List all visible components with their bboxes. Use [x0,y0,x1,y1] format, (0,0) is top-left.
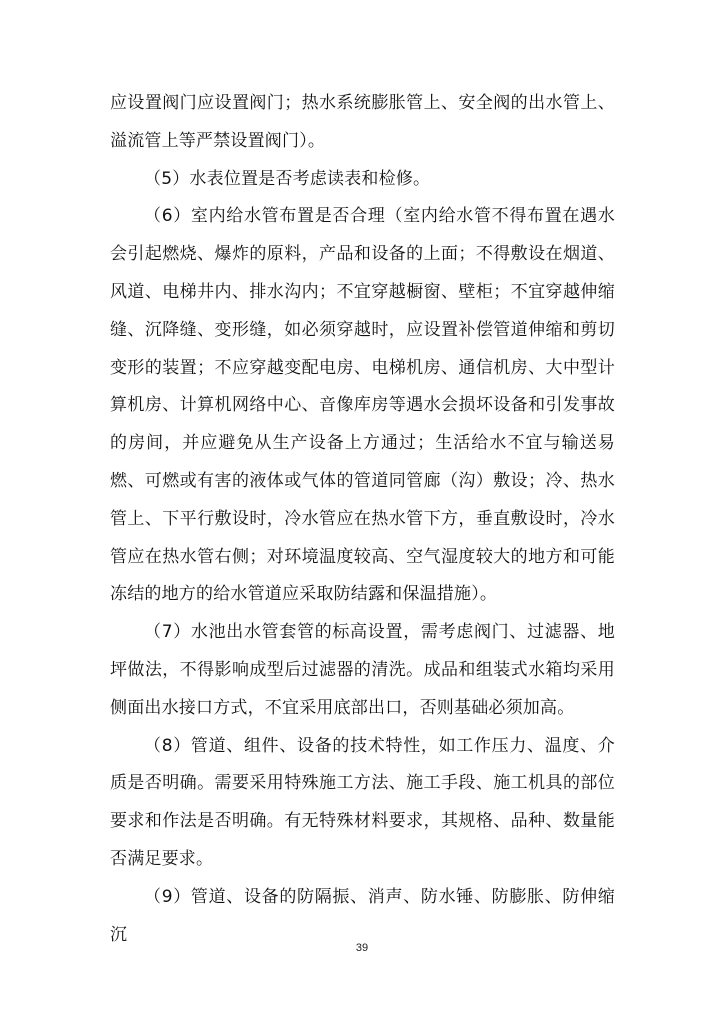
paragraph-item-9: （9）管道、设备的防隔振、消声、防水锤、防膨胀、防伸缩沉 [110,886,615,945]
paragraph-item-5: （5）水表位置是否考虑读表和检修。 [144,168,431,189]
paragraph-item-8: （8）管道、组件、设备的技术特性，如工作压力、温度、介质是否明确。需要采用特殊施工方法、施工手段、施工机具的部位要求和作法是否明确。有无特殊材料要求，其规格、品种、数量能否满足要求。 [110,735,615,869]
paragraph-item-7: （7）水池出水管套管的标高设置，需考虑阀门、过滤器、地坪做法，不得影响成型后过滤器的清洗。成品和组装式水箱均采用侧面出水接口方式，不宜采用底部出口，否则基础必须加高。 [110,622,615,718]
page-number: 39 [355,942,369,954]
paragraph-continuation: 应设置阀门应设置阀门；热水系统膨胀管上、安全阀的出水管上、溢流管上等严禁设置阀门）。 [110,93,615,151]
paragraph-item-6: （6）室内给水管布置是否合理（室内给水管不得布置在遇水会引起燃烧、爆炸的原料，产品和设备的上面；不得敷设在烟道、风道、电梯井内、排水沟内；不宜穿越橱窗、壁柜；不宜穿越伸缩缝、沉降缝、变形缝，如必须穿越时，应设置补偿管道伸缩和剪切变形的装置；不应穿越变配电房、电梯机房、通信机房、大中型计算机房、计算机网络中心、音像库房等遇水会损坏设备和引发事故的房间，并应避免从生产设备上方通过；生活给水不宜与输送易燃、可燃或有害的液体或气体的管道同管廊（沟）敷设；冷、热水管上、下平行敷设时，冷水管应在热水管下方，垂直敷设时，冷水管应在热水管右侧；对环境温度较高、空气湿度较大的地方和可能冻结的地方的给水管道应采取防结露和保温措施）。 [110,206,615,605]
page-body [110,85,615,954]
